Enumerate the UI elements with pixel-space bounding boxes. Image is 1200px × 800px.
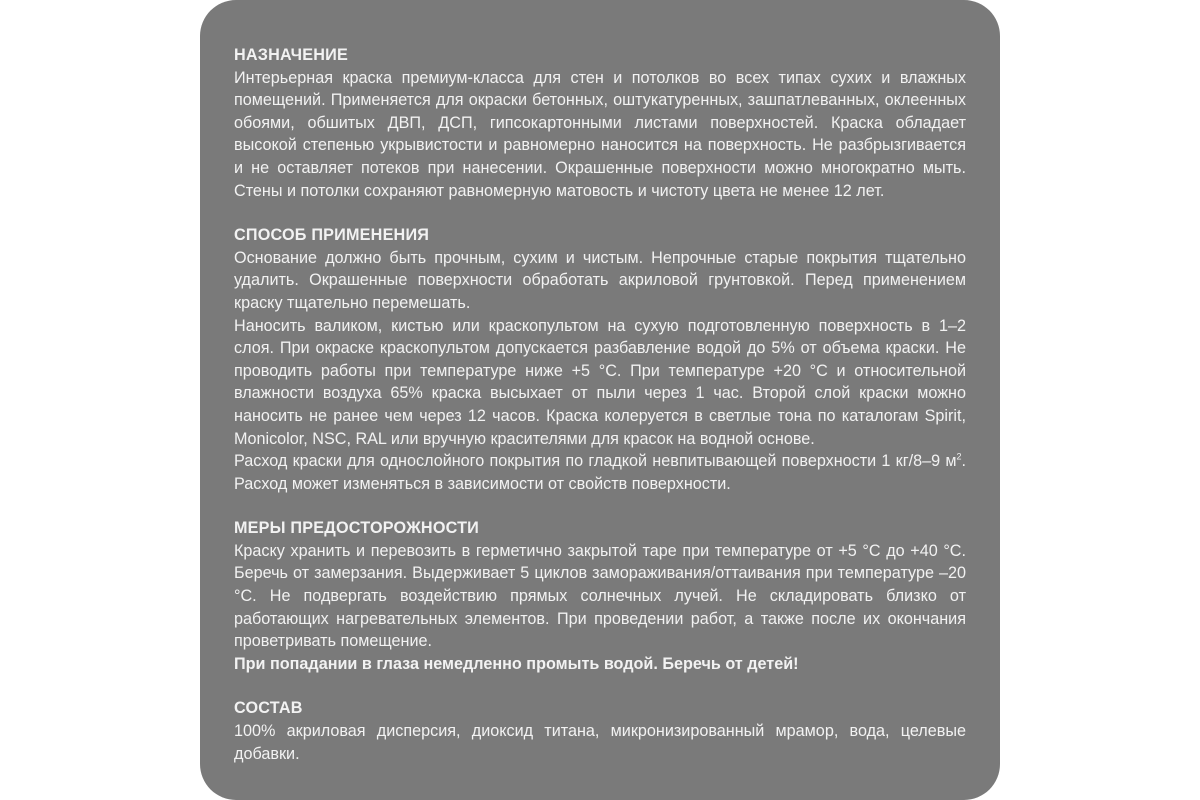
section-paragraph: Основание должно быть прочным, сухим и чистым. Непрочные старые покрытия тщательно удалить. Окрашенные поверхности обработать акриловой грунтовкой. Перед применением краску тщательно перемешать. — [234, 248, 966, 312]
section-application — [234, 224, 966, 495]
consumption-tail: . Расход может изменяться в зависимости от свойств поверхности. — [234, 452, 966, 493]
consumption-paragraph — [234, 450, 966, 495]
info-card — [200, 0, 1000, 800]
section-paragraph: 100% акриловая дисперсия, диоксид титана, микронизированный мрамор, вода, целевые добавки. — [234, 722, 966, 763]
section-paragraph: Краску хранить и перевозить в герметично закрытой таре при температуре от +5 °С до +40 °С. Беречь от замерзания. Выдерживает 5 циклов замораживания/оттаивания при температуре –20 °С. Не подвергать воздействию прямых солнечных лучей. Не складировать близко от работающих нагревательных элементов. При проведении работ, а также после их окончания проветривать помещение. — [234, 541, 966, 651]
section-precautions — [234, 517, 966, 675]
section-heading: НАЗНАЧЕНИЕ — [234, 46, 348, 64]
warning-text: При попадании в глаза немедленно промыть водой. Беречь от детей! — [234, 654, 799, 673]
section-heading: СПОСОБ ПРИМЕНЕНИЯ — [234, 226, 430, 245]
section-purpose — [234, 44, 966, 202]
section-heading: СОСТАВ — [234, 699, 303, 718]
consumption-text: Расход краски для однослойного покрытия по гладкой невпитывающей поверхности 1 кг/8–9 м — [234, 452, 957, 471]
section-heading: МЕРЫ ПРЕДОСТОРОЖНОСТИ — [234, 519, 480, 538]
section-paragraph: Интерьерная краска премиум-класса для стен и потолков во всех типах сухих и влажных помещений. Применяется для окраски бетонных, оштукатуренных, зашпатлеванных, оклеенных обоями, обшитых ДВП, ДСП, гипсокартонными листами поверхностей. Краска обладает высокой степенью укрывистости и равномерно наносится на поверхность. Не разбрызгивается и не оставляет потеков при нанесении. Окрашенные поверхности можно многократно мыть. Стены и потолки сохраняют равномерную матовость и чистоту цвета не менее 12 лет. — [234, 68, 966, 200]
section-paragraph: Наносить валиком, кистью или краскопультом на сухую подготовленную поверхность в 1–2 слоя. При окраске краскопультом допускается разбавление водой до 5% от объема краски. Не проводить работы при температуре ниже +5 °С. При температуре +20 °С и относительной влажности воздуха 65% краска высыхает от пыли через 1 час. Второй слой краски можно наносить не ранее чем через 12 часов. Краска колеруется в светлые тона по каталогам Spirit, Monicolor, NSC, RAL или вручную красителями для красок на водной основе. — [234, 316, 966, 448]
section-composition — [234, 697, 966, 765]
square-superscript: 2 — [956, 451, 962, 462]
